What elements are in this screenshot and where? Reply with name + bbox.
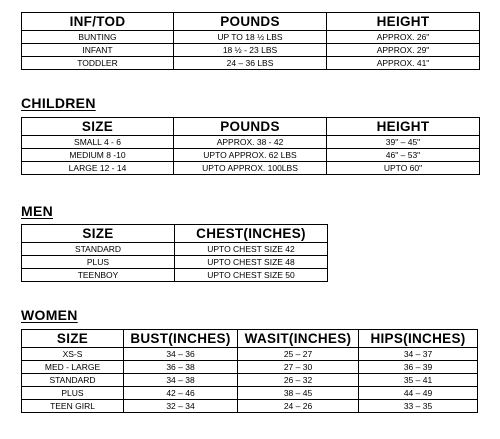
table-cell: UPTO APPROX. 100LBS xyxy=(174,162,327,175)
table-cell: BUNTING xyxy=(22,31,174,44)
table-cell: APPROX. 29" xyxy=(327,44,480,57)
column-header: POUNDS xyxy=(174,118,327,136)
table-row xyxy=(22,44,480,57)
column-header: HIPS(INCHES) xyxy=(359,330,478,348)
women-size-table xyxy=(21,329,478,413)
table-cell: UPTO 60" xyxy=(327,162,480,175)
table-cell: 44 – 49 xyxy=(359,387,478,400)
table-row xyxy=(22,269,328,282)
column-header: CHEST(INCHES) xyxy=(175,225,328,243)
table-row xyxy=(22,149,480,162)
women-section-title: WOMEN xyxy=(21,307,78,323)
table-cell: TEENBOY xyxy=(22,269,175,282)
table-cell: 25 – 27 xyxy=(238,348,359,361)
table-cell: INFANT xyxy=(22,44,174,57)
table-cell: 24 – 36 LBS xyxy=(174,57,327,70)
table-cell: 34 – 37 xyxy=(359,348,478,361)
table-row xyxy=(22,348,478,361)
children-size-table xyxy=(21,117,480,175)
table-row xyxy=(22,162,480,175)
table-cell: TODDLER xyxy=(22,57,174,70)
column-header: SIZE xyxy=(22,330,124,348)
table-cell: 33 – 35 xyxy=(359,400,478,413)
children-section-title: CHILDREN xyxy=(21,95,96,111)
table-cell: STANDARD xyxy=(22,374,124,387)
table-cell: PLUS xyxy=(22,387,124,400)
men-section-title: MEN xyxy=(21,203,54,219)
column-header: SIZE xyxy=(22,118,174,136)
column-header: SIZE xyxy=(22,225,175,243)
table-row xyxy=(22,136,480,149)
table-row xyxy=(22,387,478,400)
table-cell: 34 – 36 xyxy=(124,348,238,361)
table-cell: 35 – 41 xyxy=(359,374,478,387)
table-row xyxy=(22,400,478,413)
table-cell: 39" – 45" xyxy=(327,136,480,149)
column-header: WASIT(INCHES) xyxy=(238,330,359,348)
table-row xyxy=(22,361,478,374)
table-cell: UPTO CHEST SIZE 50 xyxy=(175,269,328,282)
table-row xyxy=(22,374,478,387)
table-cell: 26 – 32 xyxy=(238,374,359,387)
table-cell: 46" – 53" xyxy=(327,149,480,162)
table-cell: 24 – 26 xyxy=(238,400,359,413)
column-header: INF/TOD xyxy=(22,13,174,31)
column-header: BUST(INCHES) xyxy=(124,330,238,348)
table-cell: 27 – 30 xyxy=(238,361,359,374)
men-size-table xyxy=(21,224,328,282)
table-cell: SMALL 4 - 6 xyxy=(22,136,174,149)
table-header-row xyxy=(22,330,478,348)
table-cell: 34 – 38 xyxy=(124,374,238,387)
table-cell: UPTO CHEST SIZE 42 xyxy=(175,243,328,256)
table-cell: UP TO 18 ½ LBS xyxy=(174,31,327,44)
table-cell: XS-S xyxy=(22,348,124,361)
column-header: HEIGHT xyxy=(327,118,480,136)
table-cell: 18 ½ - 23 LBS xyxy=(174,44,327,57)
table-row xyxy=(22,57,480,70)
table-cell: MEDIUM 8 -10 xyxy=(22,149,174,162)
inf-tod-size-table xyxy=(21,12,480,70)
table-cell: STANDARD xyxy=(22,243,175,256)
table-cell: 32 – 34 xyxy=(124,400,238,413)
table-row xyxy=(22,256,328,269)
column-header: HEIGHT xyxy=(327,13,480,31)
table-cell: APPROX. 38 - 42 xyxy=(174,136,327,149)
table-cell: APPROX. 26" xyxy=(327,31,480,44)
table-cell: 38 – 45 xyxy=(238,387,359,400)
table-row xyxy=(22,243,328,256)
table-cell: LARGE 12 - 14 xyxy=(22,162,174,175)
table-cell: 42 – 46 xyxy=(124,387,238,400)
table-cell: TEEN GIRL xyxy=(22,400,124,413)
table-cell: UPTO CHEST SIZE 48 xyxy=(175,256,328,269)
table-row xyxy=(22,31,480,44)
column-header: POUNDS xyxy=(174,13,327,31)
table-cell: PLUS xyxy=(22,256,175,269)
table-header-row xyxy=(22,225,328,243)
table-cell: 36 – 39 xyxy=(359,361,478,374)
table-cell: 36 – 38 xyxy=(124,361,238,374)
table-cell: MED - LARGE xyxy=(22,361,124,374)
table-header-row xyxy=(22,13,480,31)
table-header-row xyxy=(22,118,480,136)
table-cell: UPTO APPROX. 62 LBS xyxy=(174,149,327,162)
table-cell: APPROX. 41" xyxy=(327,57,480,70)
